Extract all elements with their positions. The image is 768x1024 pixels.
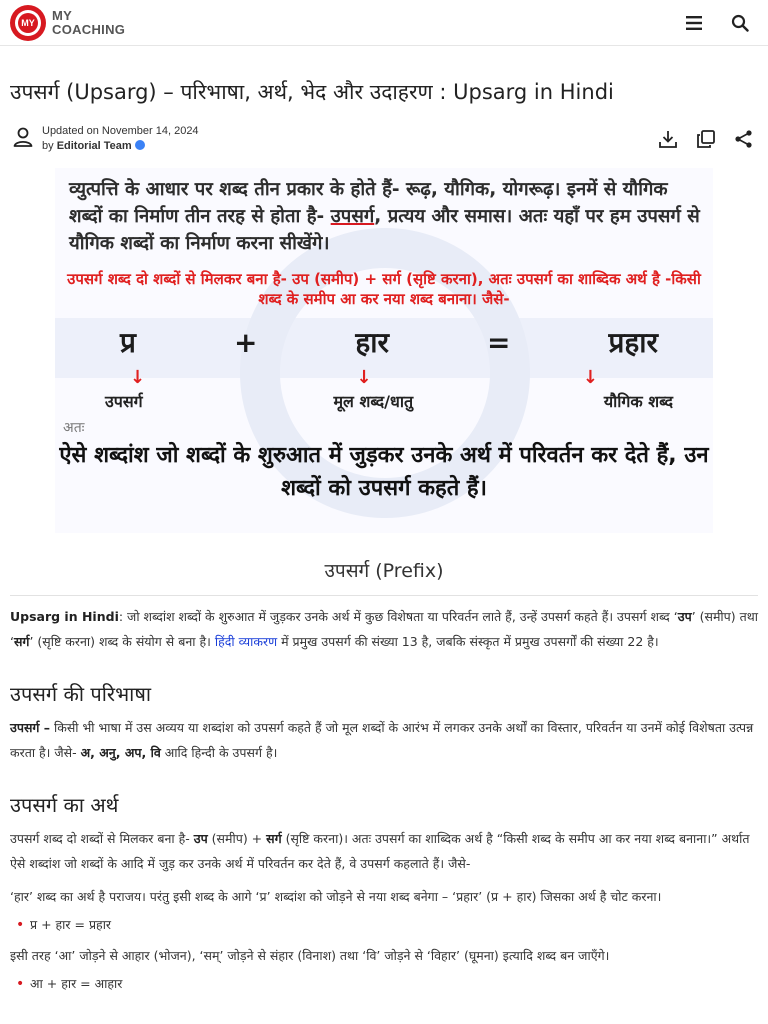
menu-icon[interactable]	[682, 11, 706, 35]
list-item: • आ + हार = आहार	[30, 974, 758, 994]
intro-paragraph: Upsarg in Hindi: जो शब्दांश शब्दों के शुरुआत में जुड़कर उनके अर्थ में कुछ विशेषता या परिवर्तन लाते हैं, उन्हें उपसर्ग कहते हैं। उपसर्ग शब्द ‘उप’ (समीप) तथा ‘सर्ग’ (सृष्टि करना) शब्द के संयोग से बना है। हिंदी व्याकरण में प्रमुख उपसर्ग की संख्या 13 है, जबकि संस्कृत में प्रमुख उपसर्गों की संख्या 22 है।	[10, 609, 758, 649]
share-icon[interactable]	[732, 127, 756, 151]
verified-badge-icon	[135, 140, 145, 150]
example-list-2	[0, 974, 768, 994]
banner-intro-text: व्युत्पत्ति के आधार पर शब्द तीन प्रकार के होते हैं- रूढ़, यौगिक, योगरूढ़। इनमें से यौगिक शब्दों का निर्माण तीन तरह से होता है- उपसर्ग, प्रत्यय और समास। अतः यहाँ पर हम उपसर्ग से यौगिक शब्दों का निर्माण करना सीखेंगे।	[69, 179, 700, 254]
featured-image	[55, 168, 713, 533]
banner-definition: ऐसे शब्दांश जो शब्दों के शुरुआत में जुड़कर उनके अर्थ में परिवर्तन कर देते हैं, उन शब्दों को उपसर्ग कहते हैं।	[59, 443, 709, 501]
label-compound: यौगिक शब्द	[603, 392, 673, 411]
definition-paragraph: उपसर्ग – किसी भी भाषा में उस अव्यय या शब्दांश को उपसर्ग कहते हैं जो मूल शब्दों के आरंभ में लगकर उनके अर्थों का विस्तार, परिवर्तन या उनमें कोई विशेषता उत्पन्न करता है। जैसे- अ, अनु, अप, वि आदि हिन्दी के उपसर्ग है।	[10, 720, 754, 760]
author-name[interactable]: Editorial Team	[56, 140, 132, 152]
image-caption-heading: उपसर्ग (Prefix)	[324, 560, 444, 582]
example-paragraph: ‘हार’ शब्द का अर्थ है पराजय। परंतु इसी शब्द के आगे ‘प्र’ शब्दांश को जोड़ने से नया शब्द बनेगा – ‘प्रहार’ (प्र + हार) जिसका अर्थ है चोट करना।	[10, 889, 662, 904]
article-meta	[0, 124, 768, 154]
label-root: मूल शब्द/धातु	[333, 392, 414, 411]
banner-arrows	[55, 367, 713, 388]
heading-meaning: उपसर्ग का अर्थ	[10, 793, 119, 817]
list-item: • प्र + हार = प्रहार	[30, 915, 758, 935]
banner-atah: अतः	[63, 420, 85, 436]
heading-definition: उपसर्ग की परिभाषा	[10, 682, 152, 706]
logo-mark: MY	[18, 13, 38, 33]
copy-icon[interactable]	[694, 127, 718, 151]
page-title: उपसर्ग (Upsarg) – परिभाषा, अर्थ, भेद और उदाहरण : Upsarg in Hindi	[10, 80, 614, 104]
search-icon[interactable]	[728, 11, 752, 35]
site-header	[0, 0, 768, 46]
divider	[10, 595, 758, 596]
arrow-down-icon: ↓	[356, 367, 372, 388]
logo-line1: MY	[52, 7, 73, 23]
eq-root: हार	[355, 326, 389, 359]
logo-line2: COACHING	[52, 21, 126, 37]
site-logo[interactable]	[10, 5, 125, 41]
eq-equals: =	[486, 325, 511, 359]
user-icon	[12, 126, 34, 152]
banner-red-text: उपसर्ग शब्द दो शब्दों से मिलकर बना है- उप (समीप) + सर्ग (सृष्टि करना), अतः उपसर्ग का शाब्दिक अर्थ है -किसी शब्द के समीप आ कर नया शब्द बनाना। जैसे-	[67, 270, 701, 308]
eq-prefix: प्र	[120, 326, 136, 359]
meaning-paragraph: उपसर्ग शब्द दो शब्दों से मिलकर बना है- उप (समीप) + सर्ग (सृष्टि करना)। अतः उपसर्ग का शाब्दिक अर्थ है “किसी शब्द के समीप आ कर नया शब्द बनाना।” अर्थात ऐसे शब्दांश जो शब्दों के आदि में जुड़ कर उनके अर्थ में परिवर्तन कर देते हैं, वे उपसर्ग कहलाते हैं। जैसे-	[10, 831, 750, 871]
example-paragraph-2: इसी तरह ‘आ’ जोड़ने से आहार (भोजन), ‘सम्’ जोड़ने से संहार (विनाश) तथा ‘वि’ जोड़ने से ‘विहार’ (घूमना) इत्यादि शब्द बन जाएँगे।	[10, 948, 610, 963]
arrow-down-icon: ↓	[130, 367, 146, 388]
banner-labels	[55, 390, 713, 412]
hindi-grammar-link[interactable]: हिंदी व्याकरण	[214, 634, 278, 649]
eq-result: प्रहार	[608, 326, 658, 359]
label-prefix: उपसर्ग	[105, 392, 143, 411]
banner-equation	[55, 323, 713, 361]
eq-plus: +	[233, 325, 258, 359]
updated-date: Updated on November 14, 2024	[42, 125, 199, 137]
download-icon[interactable]	[656, 127, 680, 151]
logo-badge-icon	[10, 5, 46, 41]
example-list	[0, 915, 768, 935]
by-label: by	[42, 140, 54, 152]
arrow-down-icon: ↓	[582, 367, 598, 388]
